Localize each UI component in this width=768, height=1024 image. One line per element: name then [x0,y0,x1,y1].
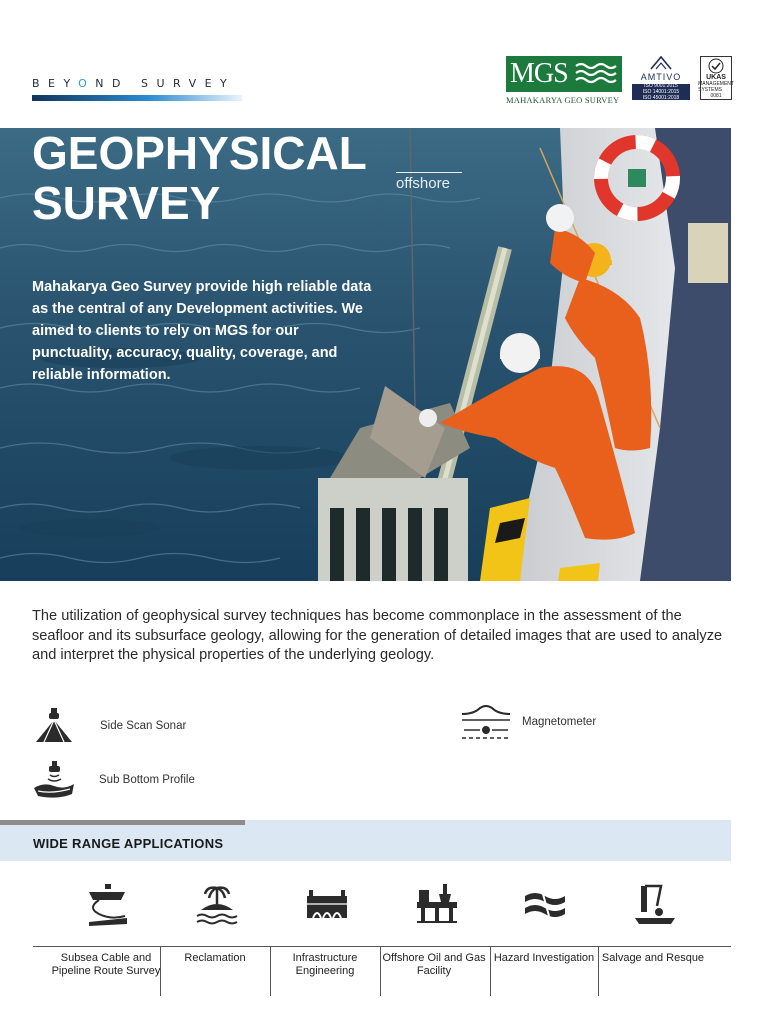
app-subsea-cable [52,880,162,928]
ukas-sub: MANAGEMENT SYSTEMS [698,80,734,93]
amtivo-cert-logo [632,56,690,102]
method-label: Magnetometer [522,716,597,728]
hero-title-line2: SURVEY [32,177,221,229]
brand-text [32,77,242,90]
method-label: Sub Bottom Profile [99,774,195,786]
brand-text-prefix: BEY [32,77,79,90]
app-label-infrastructure: Infrastructure Engineering [292,952,358,977]
brand-text-o: O [78,77,96,90]
intro-paragraph: The utilization of geophysical survey techniques has become commonplace in the assessment of the seafloor and its subsurface geology, allowing for the generation of detailed images that are used to analyze and interpret the physical properties of the underlying geology. [32,608,723,663]
app-infrastructure [272,880,382,928]
mgs-logo [506,56,622,105]
brand-tagline [32,77,242,101]
subsea-cable-icon [83,880,131,928]
applications-divider [33,946,731,947]
header-logos [506,56,732,105]
ukas-logo [700,56,732,100]
app-reclamation [162,880,272,928]
offshore-rig-icon [413,880,461,928]
hero-title-line1: GEOPHYSICAL [32,128,367,179]
app-salvage [600,880,710,928]
sub-bottom-profile-icon [32,758,76,802]
app-label-offshore: Offshore Oil and Gas Facility [382,952,486,977]
ukas-crown-icon [708,58,724,74]
amtivo-word: AMTIVO [640,72,682,82]
method-sub-bottom-profile [32,758,195,802]
wave-icon [574,60,618,88]
mgs-logo-text: MGS [510,58,568,89]
applications-title: WIDE RANGE APPLICATIONS [33,836,224,851]
app-label-subsea: Subsea Cable and Pipeline Route Survey [51,952,161,977]
hero-tag: offshore [396,175,450,192]
ukas-text: UKAS [706,73,726,81]
app-label-salvage: Salvage and Resque [601,952,705,964]
hazard-icon [521,880,569,928]
app-label-hazard: Hazard Investigation [493,952,595,964]
hero-image [0,128,731,581]
hero-description: Mahakarya Geo Survey provide high reliable data as the central of any Development activities. We aimed to clients to rely on MGS for our punctuality, accuracy, quality, coverage, and reliable information. [32,279,372,383]
hero-tag-rule [396,172,462,173]
infrastructure-icon [303,880,351,928]
cert-line: ISO 9001:2015 [644,83,678,89]
applications-accent-bar [0,820,245,825]
app-hazard [490,880,600,928]
brand-gradient-bar [32,95,242,101]
method-side-scan-sonar [32,704,186,748]
side-scan-sonar-icon [32,704,76,748]
amtivo-mark-icon [649,56,673,70]
app-offshore-rig [382,880,492,928]
method-label: Side Scan Sonar [100,720,187,732]
method-magnetometer [460,700,596,744]
salvage-icon [631,880,679,928]
amtivo-cert-box [632,84,690,100]
brand-text-suffix: ND SURVEY [95,77,236,90]
reclamation-icon [193,880,241,928]
ukas-code: 0081 [710,92,722,99]
applications-header [0,820,731,861]
mgs-company-name: MAHAKARYA GEO SURVEY [506,95,620,105]
magnetometer-icon [460,700,512,744]
cert-line: ISO 45001:2018 [642,95,680,101]
cert-line: ISO 14001:2015 [642,89,680,95]
app-label-reclamation: Reclamation [184,952,246,964]
